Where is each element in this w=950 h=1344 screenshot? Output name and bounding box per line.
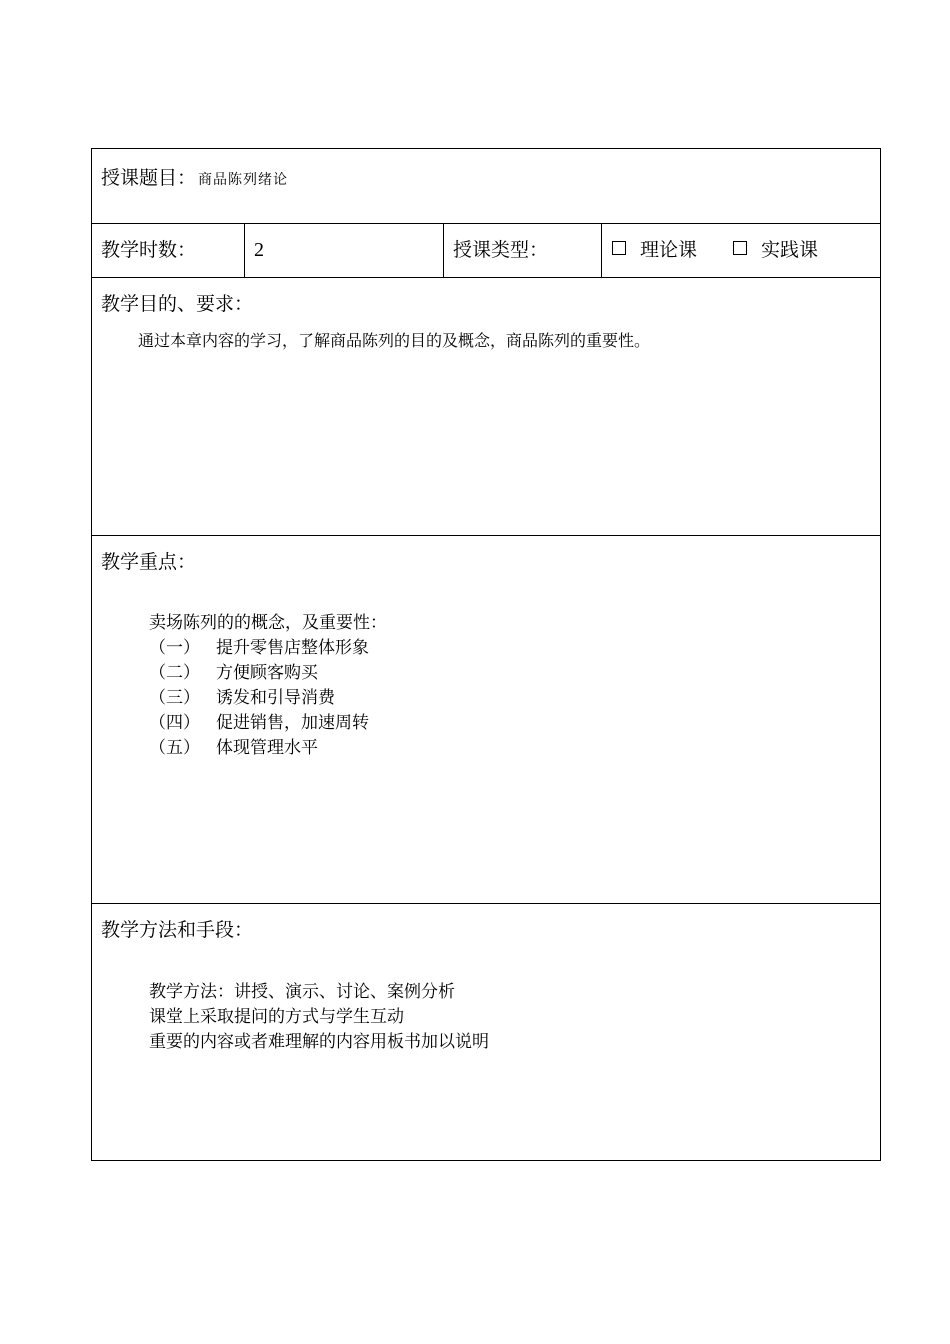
item-text: 提升零售店整体形象: [216, 638, 369, 658]
methods-line: 课堂上采取提问的方式与学生互动: [149, 1007, 404, 1027]
checkbox-icon[interactable]: [612, 241, 626, 255]
methods-section: [92, 903, 880, 1160]
list-item: [149, 636, 387, 661]
info-row: [92, 223, 880, 277]
theory-course-option[interactable]: [612, 238, 697, 262]
item-number: （一）: [149, 638, 200, 658]
course-type-label: 授课类型：: [453, 239, 549, 261]
objectives-section: [92, 277, 880, 535]
hours-value: 2: [254, 239, 264, 261]
topic-value: 商品陈列绪论: [198, 172, 289, 188]
key-points-title: 教学重点：: [101, 551, 197, 573]
hours-label: 教学时数：: [101, 239, 197, 261]
topic-row: [92, 149, 880, 223]
item-text: 促进销售，加速周转: [216, 713, 369, 733]
practice-course-option[interactable]: [733, 238, 818, 262]
item-text: 体现管理水平: [216, 738, 318, 758]
hours-value-cell: [244, 224, 443, 277]
course-type-label-cell: [443, 224, 601, 277]
methods-list: [149, 980, 489, 1055]
item-number: （五）: [149, 738, 200, 758]
checkbox-icon[interactable]: [733, 241, 747, 255]
item-text: 诱发和引导消费: [216, 688, 335, 708]
topic-label: 授课题目：: [101, 167, 197, 189]
item-text: 方便顾客购买: [216, 663, 318, 683]
objectives-text: 通过本章内容的学习，了解商品陈列的目的及概念，商品陈列的重要性。: [138, 331, 651, 350]
practice-course-label: 实践课: [761, 239, 819, 261]
objectives-title: 教学目的、要求：: [101, 293, 254, 315]
lesson-plan-form: [91, 148, 881, 1161]
item-number: （四）: [149, 713, 200, 733]
hours-label-cell: [92, 224, 244, 277]
item-number: （二）: [149, 663, 200, 683]
methods-line: 教学方法：讲授、演示、讨论、案例分析: [149, 982, 455, 1002]
methods-title: 教学方法和手段：: [101, 919, 254, 941]
course-type-options-cell: [601, 224, 880, 277]
topic-field: [101, 166, 288, 192]
list-item: [149, 736, 387, 761]
methods-line: 重要的内容或者难理解的内容用板书加以说明: [149, 1032, 489, 1052]
list-item: [149, 686, 387, 711]
key-points-section: [92, 535, 880, 903]
theory-course-label: 理论课: [640, 239, 698, 261]
item-number: （三）: [149, 688, 200, 708]
list-item: [149, 661, 387, 686]
key-points-intro: 卖场陈列的的概念，及重要性：: [149, 613, 387, 633]
key-points-list: [149, 611, 387, 761]
list-item: [149, 711, 387, 736]
